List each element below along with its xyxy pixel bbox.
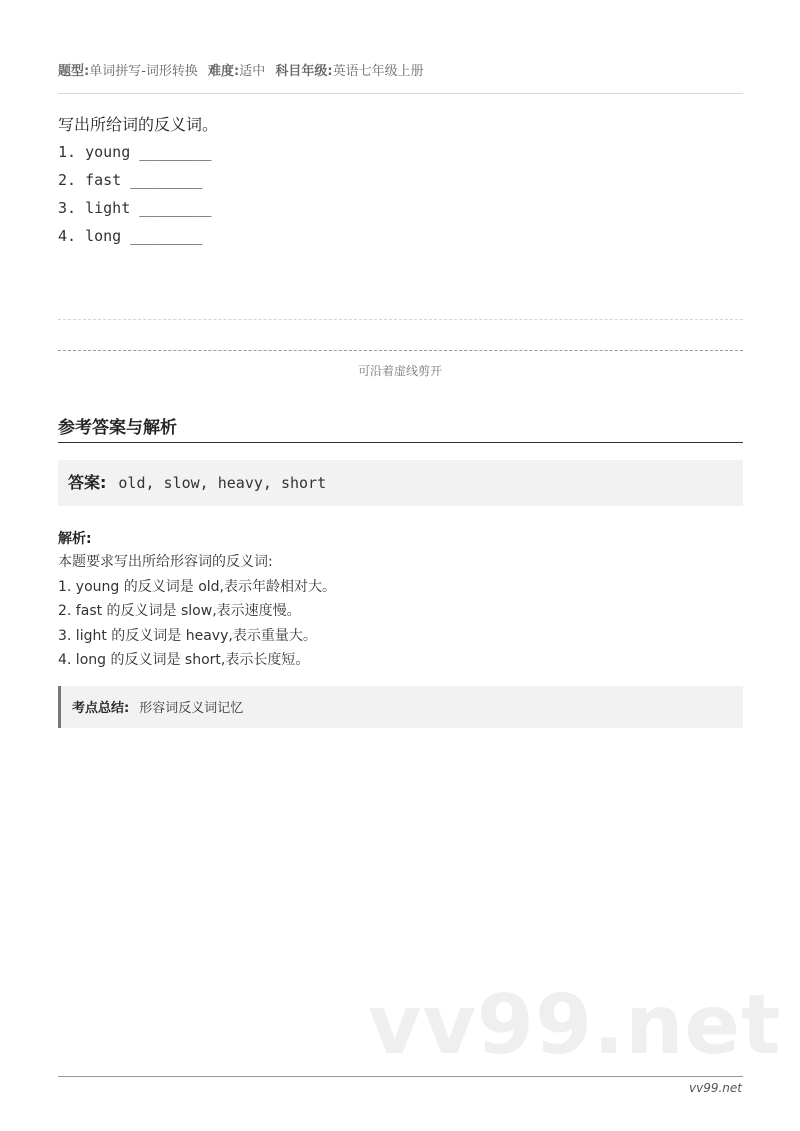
- cut-line-light: [58, 319, 743, 320]
- analysis-line: 本题要求写出所给形容词的反义词:: [58, 554, 273, 570]
- question-meta: [58, 62, 743, 82]
- question-item: 1. young ________: [58, 143, 212, 161]
- subject-label: 科目年级:: [275, 64, 333, 79]
- analysis-line: 1. young 的反义词是 old,表示年龄相对大。: [58, 578, 336, 595]
- type-value: 单词拼写-词形转换: [89, 64, 198, 79]
- difficulty-label: 难度:: [208, 64, 240, 79]
- question-list: [58, 141, 212, 253]
- answer-label: 答案:: [68, 473, 107, 492]
- summary-text: 形容词反义词记忆: [139, 701, 244, 716]
- analysis-line: 2. fast 的反义词是 slow,表示速度慢。: [58, 603, 301, 619]
- footer-divider: [58, 1076, 743, 1077]
- type-label: 题型:: [58, 64, 90, 79]
- question-item: 4. long ________: [58, 227, 203, 245]
- analysis-body: [58, 551, 743, 674]
- answer-box: [58, 460, 743, 506]
- answer-section-title: 参考答案与解析: [58, 418, 177, 438]
- analysis-label: 解析:: [58, 531, 92, 547]
- question-item: 2. fast ________: [58, 171, 203, 189]
- section-divider: [58, 442, 743, 443]
- answer-text: old, slow, heavy, short: [118, 474, 327, 492]
- cut-line: [58, 350, 743, 351]
- summary-label: 考点总结:: [72, 701, 130, 716]
- summary-box: [58, 686, 743, 728]
- question-prompt: 写出所给词的反义词。: [58, 115, 219, 134]
- footer-site: vv99.net: [689, 1081, 742, 1095]
- analysis-line: 4. long 的反义词是 short,表示长度短。: [58, 652, 310, 668]
- cut-note: 可沿着虚线剪开: [357, 364, 442, 378]
- analysis-line: 3. light 的反义词是 heavy,表示重量大。: [58, 627, 317, 644]
- watermark: vv99.net: [368, 978, 782, 1073]
- question-item: 3. light ________: [58, 199, 212, 217]
- subject-value: 英语七年级上册: [332, 64, 424, 79]
- header-divider: [58, 93, 743, 94]
- difficulty-value: 适中: [239, 64, 266, 79]
